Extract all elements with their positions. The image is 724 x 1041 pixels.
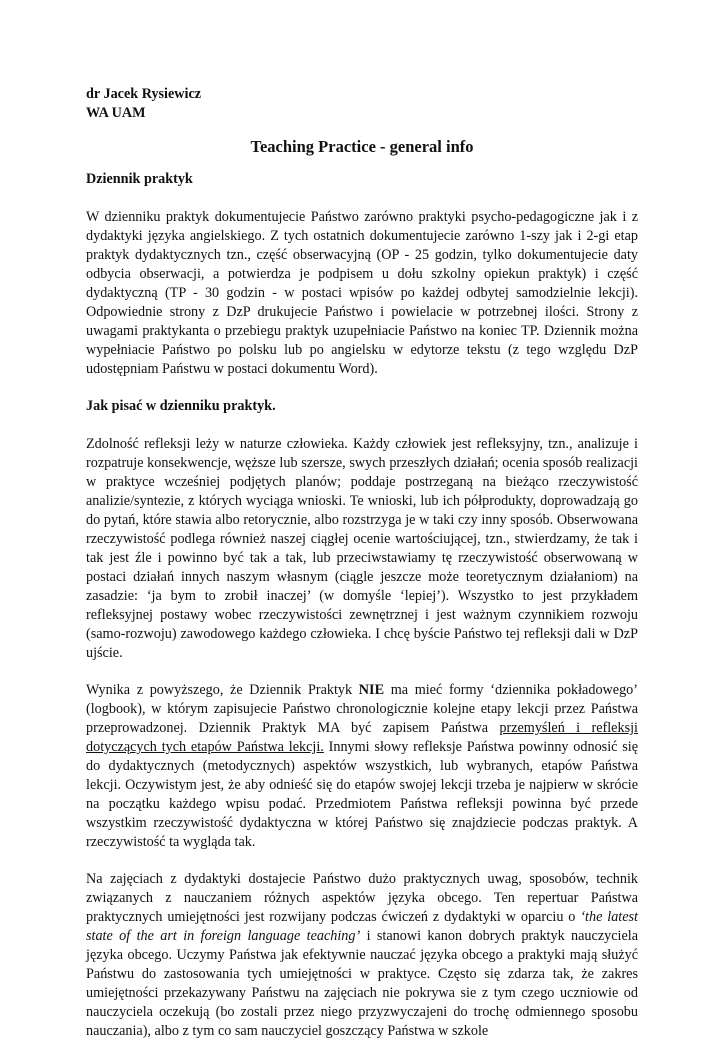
author-affiliation: WA UAM	[86, 105, 146, 121]
emphasis-nie: NIE	[358, 682, 385, 698]
paragraph-logbook-text-1: Wynika z powyższego, że Dziennik Praktyk	[86, 682, 359, 698]
paragraph-dziennik-intro: W dzienniku praktyk dokumentujecie Państwo zarówno praktyki psycho-pedagogiczne jak i z dydaktyki języka angielskiego. Z tych ostatnich dokumentujecie zarówno 1-szy jak i 2-gi etap praktyk dydaktycznych tzn., część obserwacyjną (OP - 25 godzin, tylko dokumentujecie daty odbycia obserwacji, a potwierdza je podpisem u dołu szkolny opiekun praktyk) i część dydaktyczną (TP - 30 godzin - w postaci wpisów po każdej odbytej samodzielnie lekcji). Odpowiednie strony z DzP drukujecie Państwo i powielacie w potrzebnej ilości. Strony z uwagami praktykanta o przebiegu praktyk uzupełniacie Państwo na koniec TP. Dziennik można wypełniacie Państwo po polsku lub po angielsku w edytorze tekstu (z tego względu DzP udostępniam Państwu w postaci dokumentu Word).	[86, 209, 638, 377]
section-heading-jak-pisac: Jak pisać w dzienniku praktyk.	[86, 398, 276, 414]
paragraph-reflection: Zdolność refleksji leży w naturze człowieka. Każdy człowiek jest refleksyjny, tzn., analizuje i rozpatruje konsekwencje, węższe lub szersze, swych przeszłych działań; ocenia sposób realizacji w praktyce wcześniej podjętych planów; poddaje postrzeganą na bieżąco rzeczywistość analizie/syntezie, z których wyciąga wnioski. Te wnioski, lub ich półprodukty, doprowadzają go do pytań, które stawia albo retorycznie, albo rozstrzyga je w taki czy inny sposób. Obserwowana rzeczywistość podlega również naszej ciągłej ocenie wartościującej, tzn., stwierdzamy, że tak i tak jest źle i powinno być tak a tak, lub przeciwstawiamy tę rzeczywistość obserwowaną w postaci działań innych naszym własnym (ciągle jeszcze może teoretycznym działaniom) na zasadzie: ‘ja bym to zrobił inaczej’ (w domyśle ‘lepiej’). Wszystko to jest przykładem refleksyjnej postawy wobec rzeczywistości zewnętrznej i jest ważnym czynnikiem rozwoju (samo-rozwoju) zawodowego każdego człowieka. I chcę byście Państwo tej refleksji dali w DzP ujście.	[86, 436, 638, 661]
section-heading-dziennik: Dziennik praktyk	[86, 171, 193, 187]
paragraph-logbook	[86, 681, 638, 852]
paragraph-didactics	[86, 870, 638, 1041]
underlined-phrase: przemyśleń i refleksji dotyczących tych etapów Państwa lekcji.	[86, 720, 638, 755]
author-name: dr Jacek Rysiewicz	[86, 86, 202, 102]
italic-quote: ‘the latest state of the art in foreign language teaching’	[86, 909, 639, 944]
paragraph-logbook-text-3: Innymi słowy refleksje Państwa powinny odnosić się do dydaktycznych (metodycznych) aspektów wszystkich, lub wybranych, etapów Państwa lekcji. Oczywistym jest, że aby odnieść się do etapów swojej lekcji trzeba je najpierw w skrócie na początku każdego wpisu podać. Przedmiotem Państwa refleksji powinna być przede wszystkim rzeczywistość dydaktyczna w której Państwo się znajdziecie podczas praktyk. A rzeczywistość ta wygląda tak.	[86, 739, 638, 850]
paragraph-didactics-text-1: Na zajęciach z dydaktyki dostajecie Państwo dużo praktycznych uwag, sposobów, technik związanych z nauczaniem różnych aspektów języka obcego. Ten repertuar Państwa praktycznych umiejętności jest rozwijany podczas ćwiczeń z dydaktyki w oparciu o	[86, 871, 638, 925]
paragraph-didactics-text-2: i stanowi kanon dobrych praktyk nauczyciela języka obcego. Uczymy Państwa jak efektywnie nauczać języka obcego a praktyki mają służyć Państwu do zastosowania tych umiejętności w praktyce. Często się zdarza tak, że zakres umiejętności przekazywany Państwu na zajęciach nie pokrywa sie z tym czego uczniowie od nauczyciela oczekują (bo zostali przez niego przyzwyczajeni do trochę odmiennego sposobu nauczania), albo z tym co sam nauczyciel goszczący Państwa w szkole	[86, 928, 638, 1039]
document-title: Teaching Practice - general info	[250, 137, 474, 156]
paragraph-logbook-text-2: ma mieć formy ‘dziennika pokładowego’ (logbook), w którym zapisujecie Państwo chronologicznie kolejne etapy lekcji przez Państwa przeprowadzonej. Dziennik Praktyk MA być zapisem Państwa	[86, 682, 638, 736]
